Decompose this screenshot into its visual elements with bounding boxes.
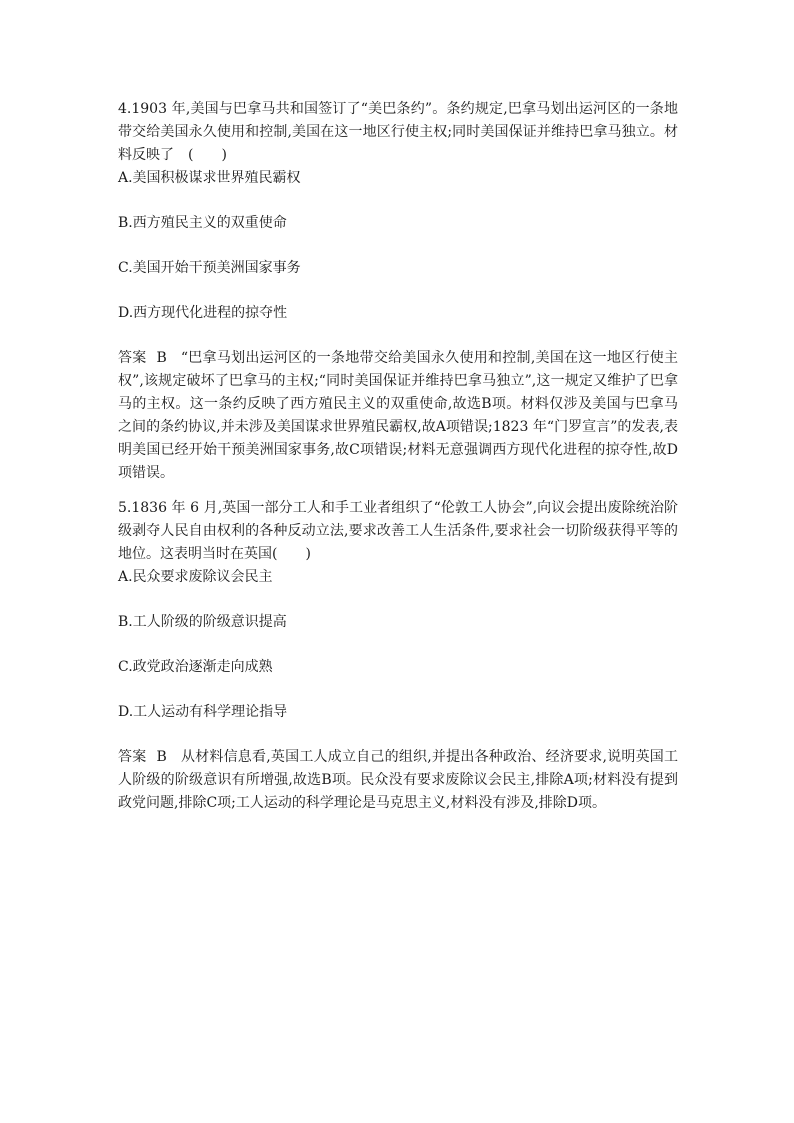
- question-4: [118, 98, 678, 485]
- option-b: B.工人阶级的阶级意识提高: [118, 614, 287, 630]
- option-a: A.美国积极谋求世界殖民霸权: [118, 170, 301, 186]
- question-5: [118, 497, 678, 815]
- document-page: [118, 98, 678, 815]
- question-stem: 5.1836 年 6 月,英国一部分工人和手工业者组织了“伦敦工人协会”,向议会提出废除统治阶级剥夺人民自由权利的各种反动立法,要求改善工人生活条件,要求社会一切阶级获得平等的地位。这表明当时在英国( ): [118, 500, 678, 562]
- answer-explanation: “巴拿马划出运河区的一条地带交给美国永久使用和控制,美国在这一地区行使主权”,该规定破坏了巴拿马的主权;“同时美国保证并维持巴拿马独立”,这一规定又维护了巴拿马的主权。这一条约反映了西方殖民主义的双重使命,故选B项。材料仅涉及美国与巴拿马之间的条约协议,并未涉及美国谋求世界殖民霸权,故A项错误;1823 年“门罗宣言”的发表,表明美国已经开始干预美洲国家事务,故C项错误;材料无意强调西方现代化进程的掠夺性,故D项错误。: [118, 350, 678, 481]
- answer-explanation: 从材料信息看,英国工人成立自己的组织,并提出各种政治、经济要求,说明英国工人阶级的阶级意识有所增强,故选B项。民众没有要求废除议会民主,排除A项;材料没有提到政党问题,排除C项;工人运动的科学理论是马克思主义,材料没有涉及,排除D项。: [118, 749, 678, 811]
- question-stem: 4.1903 年,美国与巴拿马共和国签订了“美巴条约”。条约规定,巴拿马划出运河区的一条地带交给美国永久使用和控制,美国在这一地区行使主权;同时美国保证并维持巴拿马独立。材料反映了 ( ): [118, 101, 678, 163]
- answer-paragraph: [118, 746, 678, 815]
- answer-key: B: [156, 350, 167, 366]
- option-b: B.西方殖民主义的双重使命: [118, 215, 287, 231]
- option-c: C.政党政治逐渐走向成熟: [118, 659, 273, 675]
- option-a: A.民众要求废除议会民主: [118, 569, 273, 585]
- answer-label: 答案: [118, 350, 147, 366]
- answer-label: 答案: [118, 749, 147, 765]
- answer-key: B: [156, 749, 167, 765]
- option-d: D.工人运动有科学理论指导: [118, 704, 288, 720]
- option-d: D.西方现代化进程的掠夺性: [118, 305, 288, 321]
- option-c: C.美国开始干预美洲国家事务: [118, 260, 301, 276]
- answer-paragraph: [118, 347, 678, 485]
